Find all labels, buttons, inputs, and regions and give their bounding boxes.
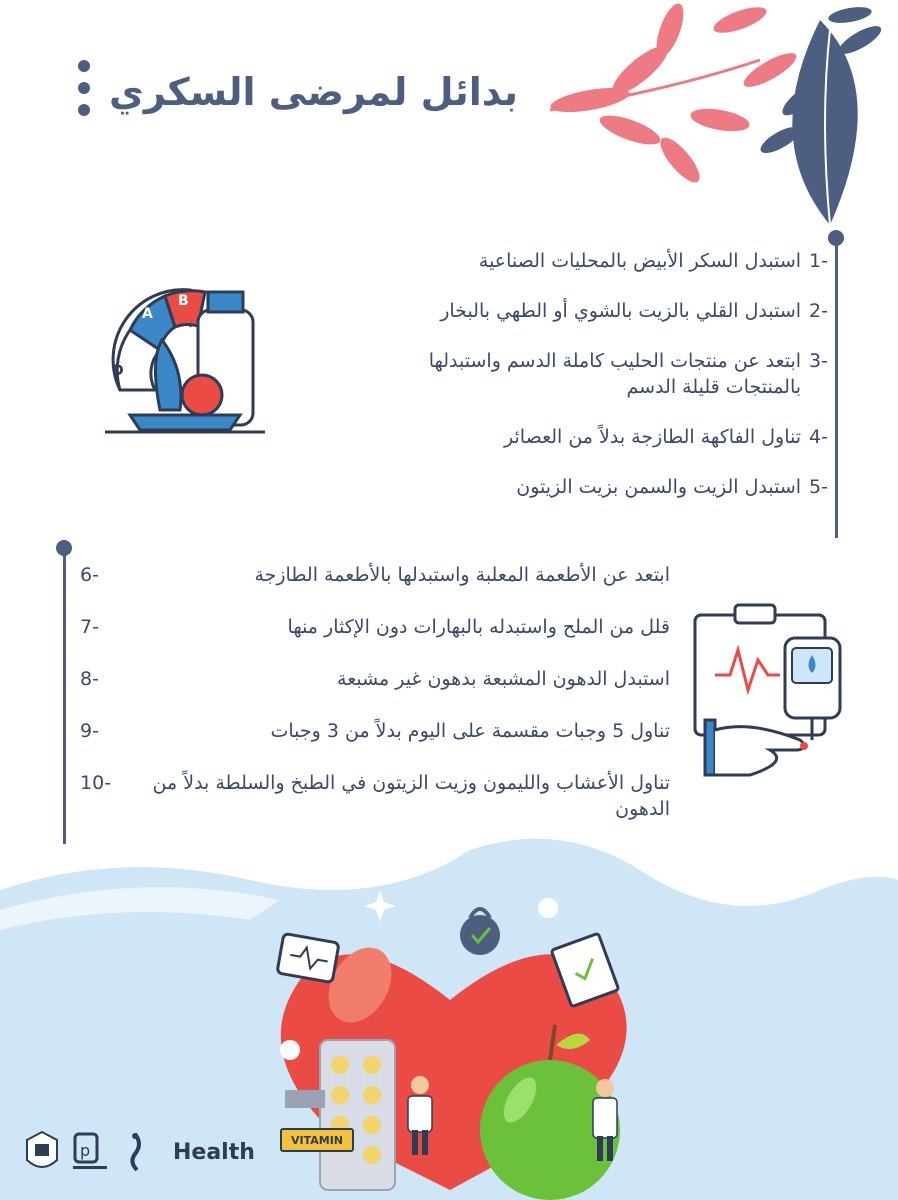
label-b: B bbox=[178, 293, 189, 309]
svg-text:p: p bbox=[80, 1141, 91, 1160]
timeline-line bbox=[835, 238, 838, 538]
menu-dots-icon bbox=[78, 60, 92, 126]
university-seal-icon bbox=[25, 1130, 59, 1174]
logos-row bbox=[25, 1130, 255, 1174]
vitamin-label: VITAMIN bbox=[280, 1128, 354, 1152]
list-item: استبدل الدهون المشبعة بدهون غير مشبعة -8 bbox=[80, 668, 670, 690]
label-d: D bbox=[112, 363, 124, 379]
ph-logo-icon bbox=[71, 1130, 109, 1174]
tips-list-1 bbox=[358, 248, 828, 524]
tips-list-2 bbox=[80, 562, 670, 848]
label-a: A bbox=[142, 306, 153, 322]
list-item: -5 استبدل الزيت والسمن بزيت الزيتون bbox=[516, 476, 828, 498]
timeline-line bbox=[63, 548, 66, 844]
page-title: بدائل لمرضى السكري bbox=[109, 70, 518, 114]
list-item: -3 ابتعد عن منتجات الحليب كاملة الدسم واستبدلها بالمنتجات قليلة الدسم bbox=[428, 350, 828, 398]
list-item: -2 استبدل القلي بالزيت بالشوي أو الطهي بالبخار bbox=[440, 300, 828, 322]
health-logo: Health bbox=[173, 1139, 255, 1165]
list-item: تناول الأعشاب والليمون وزيت الزيتون في الطبخ والسلطة بدلاً من الدهون -10 bbox=[80, 772, 670, 820]
leaves-decoration bbox=[530, 0, 898, 230]
food-pyramid-icon bbox=[90, 280, 270, 440]
glucose-meter-icon bbox=[690, 600, 850, 790]
list-item: -4 تناول الفاكهة الطازجة بدلاً من العصائر bbox=[504, 426, 828, 448]
list-item: قلل من الملح واستبدله بالبهارات دون الإكثار منها -7 bbox=[80, 616, 670, 638]
list-item: -1 استبدل السكر الأبيض بالمحليات الصناعية bbox=[478, 250, 828, 272]
club-logo-icon bbox=[121, 1130, 161, 1174]
list-item: تناول 5 وجبات مقسمة على اليوم بدلاً من 3 وجبات -9 bbox=[80, 720, 670, 742]
list-item: ابتعد عن الأطعمة المعلبة واستبدلها بالأطعمة الطازجة -6 bbox=[80, 564, 670, 586]
